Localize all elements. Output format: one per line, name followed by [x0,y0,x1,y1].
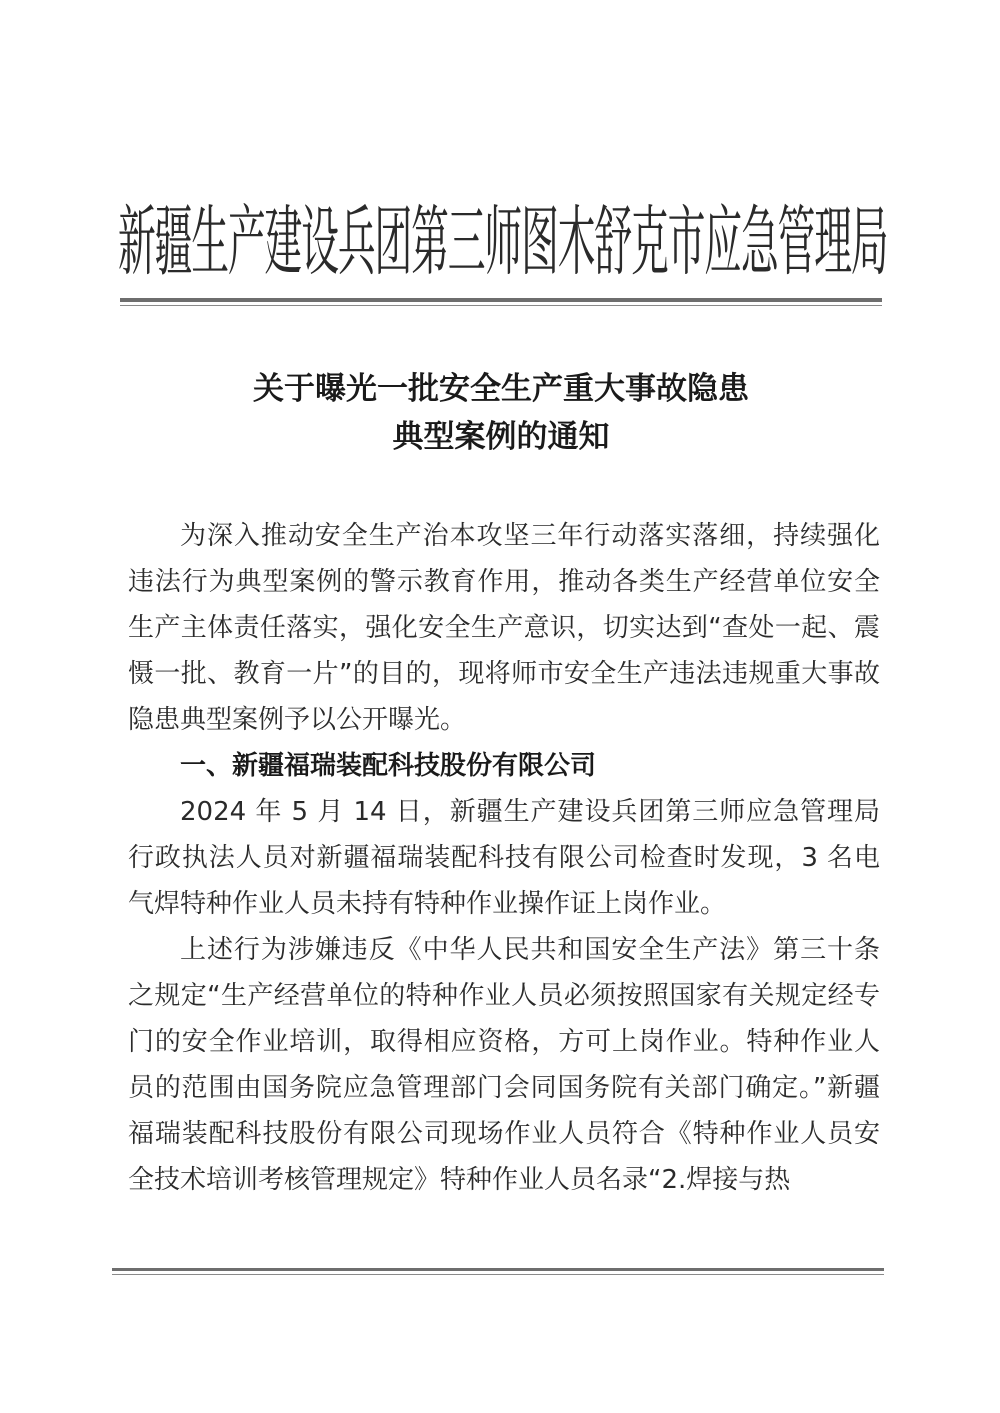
document-title-line-2: 典型案例的通知 [392,419,610,455]
document-title-line-1: 关于曝光一批安全生产重大事故隐患 [253,371,749,407]
footer-divider-thin [112,1274,884,1275]
document-title [120,365,882,461]
letterhead-divider-thin [120,305,882,306]
section-paragraph-2: 上述行为涉嫌违反《中华人民共和国安全生产法》第三十条之规定“生产经营单位的特种作业人员必须按照国家有关规定经专门的安全作业培训，取得相应资格，方可上岗作业。特种作业人员的范围由国务院应急管理部门会同国务院有关部门确定。”新疆福瑞装配科技股份有限公司现场作业人员符合《特种作业人员安全技术培训考核管理规定》特种作业人员名录“2.焊接与热 [128,935,880,1195]
letterhead-divider [120,298,882,306]
footer-divider [112,1268,884,1275]
footer-divider-thick [112,1268,884,1271]
section-heading: 一、新疆福瑞装配科技股份有限公司 [180,751,597,781]
section-paragraph-1: 2024 年 5 月 14 日，新疆生产建设兵团第三师应急管理局行政执法人员对新疆福瑞装配科技有限公司检查时发现，3 名电气焊特种作业人员未持有特种作业操作证上岗作业。 [128,797,880,919]
intro-paragraph: 为深入推动安全生产治本攻坚三年行动落实落细，持续强化违法行为典型案例的警示教育作用，推动各类生产经营单位安全生产主体责任落实，强化安全生产意识，切实达到“查处一起、震慑一批、教育一片”的目的，现将师市安全生产违法违规重大事故隐患典型案例予以公开曝光。 [128,521,880,735]
agency-name: 新疆生产建设兵团第三师图木舒克市应急管理局 [118,197,888,287]
letterhead [118,192,888,292]
letterhead-divider-thick [120,298,882,302]
document-body [128,513,880,1203]
